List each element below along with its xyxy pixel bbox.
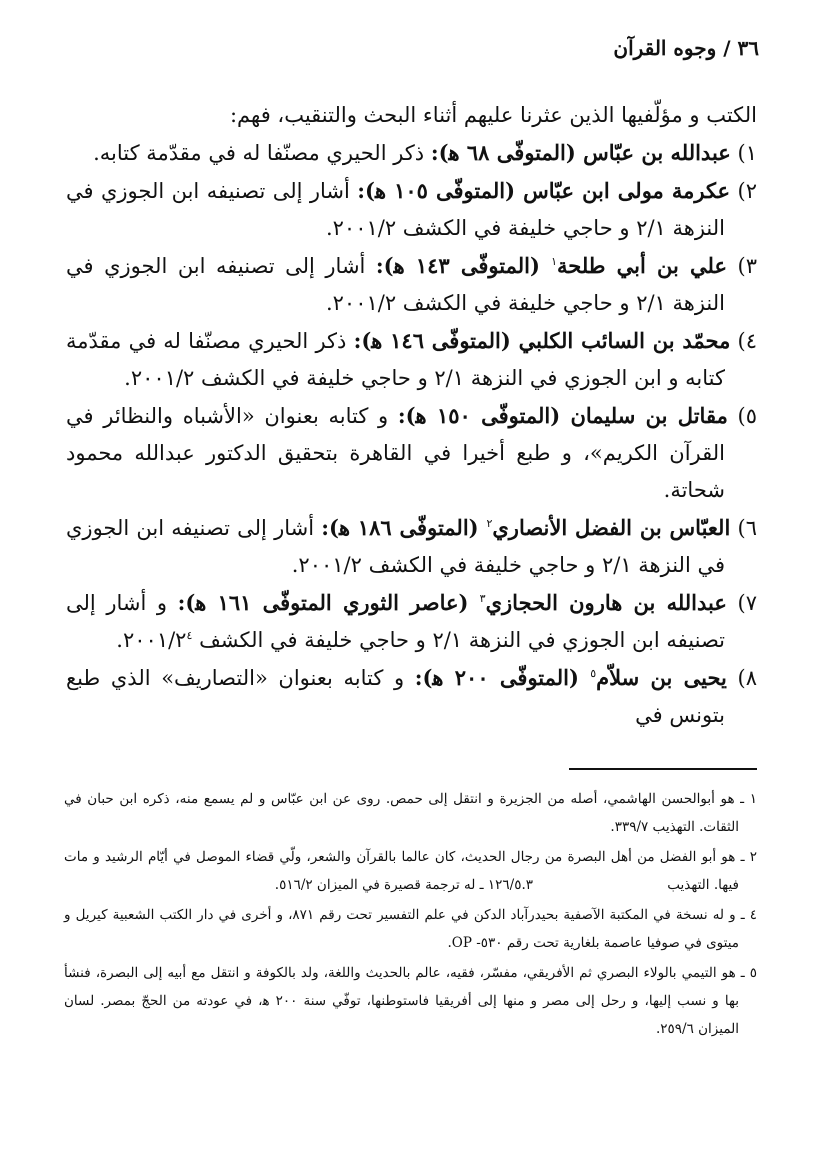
item-number: ٣) — [737, 254, 757, 278]
footnote-1: ١ ـ هو أبوالحسن الهاشمي، أصله من الجزيرة و انتقل إلى حمص. روى عن ابن عبّاس و لم يسمع منه، ذكره ابن حبان في الثقات. التهذيب ٣٣٩/٧. — [64, 791, 757, 835]
item-number: ٨) — [737, 666, 758, 690]
list-item — [66, 509, 757, 584]
item-number: ٦) — [737, 516, 757, 540]
item-number: ١) — [737, 141, 757, 165]
header-separator: / — [723, 36, 731, 60]
item-heading: علي بن أبي طلحة — [557, 253, 727, 278]
list-item — [66, 584, 757, 659]
footnote-2 — [64, 843, 757, 899]
item-heading: مقاتل بن سليمان (المتوفّى ١٥٠ ﻫ): — [397, 403, 728, 428]
list-item — [66, 322, 757, 397]
item-heading: عبدالله بن هارون الحجازي — [485, 590, 727, 615]
item-text: أشار إلى تصنيفه ابن الجوزي في النزهة ٢/١ و حاجي خليفة في الكشف ٢٠٠١/٢. — [66, 254, 725, 315]
item-heading: محمّد بن السائب الكلبي (المتوفّى ١٤٦ ﻫ): — [353, 328, 731, 353]
item-text: ذكر الحيري مصنّفا له في مقدّمة كتابه و ابن الجوزي في النزهة ٢/١ و حاجي خليفة في الكشف ٢٠٠١/٢. — [66, 329, 725, 390]
footnote-3: ٣ ـ له ترجمة قصيرة في الميزان ٥١٦/٢. — [274, 877, 533, 893]
footnote-ref[interactable]: ٤ — [186, 629, 193, 642]
item-heading-date: (المتوفّى ١٨٦ ﻫ): — [321, 515, 487, 540]
item-text: و كتابه بعنوان «التصاريف» الذي طبع بتونس في — [66, 666, 725, 727]
item-heading: العبّاس بن الفضل الأنصاري — [492, 515, 731, 540]
item-number: ٤) — [737, 329, 757, 353]
item-number: ٧) — [737, 591, 757, 615]
item-heading: يحيى بن سلاّم — [596, 665, 727, 690]
item-number: ٢) — [737, 179, 757, 203]
item-heading: عبدالله بن عبّاس (المتوفّى ٦٨ ﻫ): — [430, 140, 731, 165]
item-text: و كتابه بعنوان «الأشباه والنظائر في القرآن الكريم»، و طبع أخيرا في القاهرة بتحقيق الدكتور عبدالله محمود شحاتة. — [66, 404, 725, 502]
item-number: ٥) — [737, 404, 758, 428]
item-heading: عكرمة مولى ابن عبّاس (المتوفّى ١٠٥ ﻫ): — [357, 178, 731, 203]
footnote-ref[interactable]: ٣ — [479, 592, 486, 605]
footnote-ref[interactable]: ١ — [551, 255, 557, 268]
running-header — [613, 36, 759, 60]
item-heading-date: (عاصر الثوري المتوفّى ١٦١ ﻫ): — [177, 590, 480, 615]
footnotes — [64, 785, 757, 1045]
item-text: أشار إلى تصنيفه ابن الجوزي في النزهة ٢/١ و حاجي خليفة في الكشف ٢٠٠١/٢. — [66, 179, 725, 240]
item-heading-date: (المتوفّى ١٤٣ ﻫ): — [375, 253, 552, 278]
list-item — [66, 397, 757, 509]
running-title: وجوه القرآن — [613, 36, 717, 60]
footnote-4: ٤ ـ و له نسخة في المكتبة الآصفية بحيدرآباد الدكن في علم التفسير تحت رقم ٨٧١، و أخرى في دار الكتب الشعبية كيريل و ميتوى في صوفيا عاصمة بلغارية تحت رقم ٥٣٠- OP. — [64, 907, 757, 951]
list-item — [66, 659, 757, 734]
footnote-2-text: ٢ ـ هو أبو الفضل من أهل البصرة من رجال الحديث، كان عالما بالقرآن والشعر، ولّي قضاء الموصل في أيّام الرشيد و مات فيها. التهذيب ١٢٦/٥. — [64, 849, 757, 893]
footnote-ref[interactable]: ٢ — [486, 517, 493, 530]
item-heading-date: (المتوفّى ٢٠٠ ﻫ): — [414, 665, 591, 690]
item-text: ذكر الحيري مصنّفا له في مقدّمة كتابه. — [93, 141, 431, 165]
intro-paragraph: الكتب و مؤلّفيها الذين عثرنا عليهم أثناء البحث والتنقيب، فهم: — [229, 103, 757, 127]
item-text: و أشار إلى تصنيفه ابن الجوزي في النزهة ٢/١ و حاجي خليفة في الكشف ٢٠٠١/٢ — [66, 591, 725, 652]
item-end: . — [116, 628, 123, 652]
list-item — [66, 172, 757, 247]
footnote-divider — [569, 768, 757, 770]
footnote-ref[interactable]: ٥ — [590, 667, 597, 680]
footnote-5: ٥ ـ هو التيمي بالولاء البصري ثم الأفريقي، مفسّر، فقيه، عالم بالحديث واللغة، ولد بالكوفة و انتقل مع أبيه إلى البصرة، فنشأ بها و نسب إليها، و رحل إلى مصر و منها إلى أفريقيا فاستوطنها، توفّي سنة ٢٠٠ ﻫ، في عودته من الحجّ بمصر. لسان الميزان ٢٥٩/٦. — [64, 965, 757, 1037]
list-item — [66, 134, 757, 172]
list-item — [66, 247, 757, 322]
main-text — [66, 97, 757, 734]
item-text: أشار إلى تصنيفه ابن الجوزي في النزهة ٢/١ و حاجي خليفة في الكشف ٢٠٠١/٢. — [66, 516, 725, 577]
page-number: ٣٦ — [737, 36, 759, 60]
